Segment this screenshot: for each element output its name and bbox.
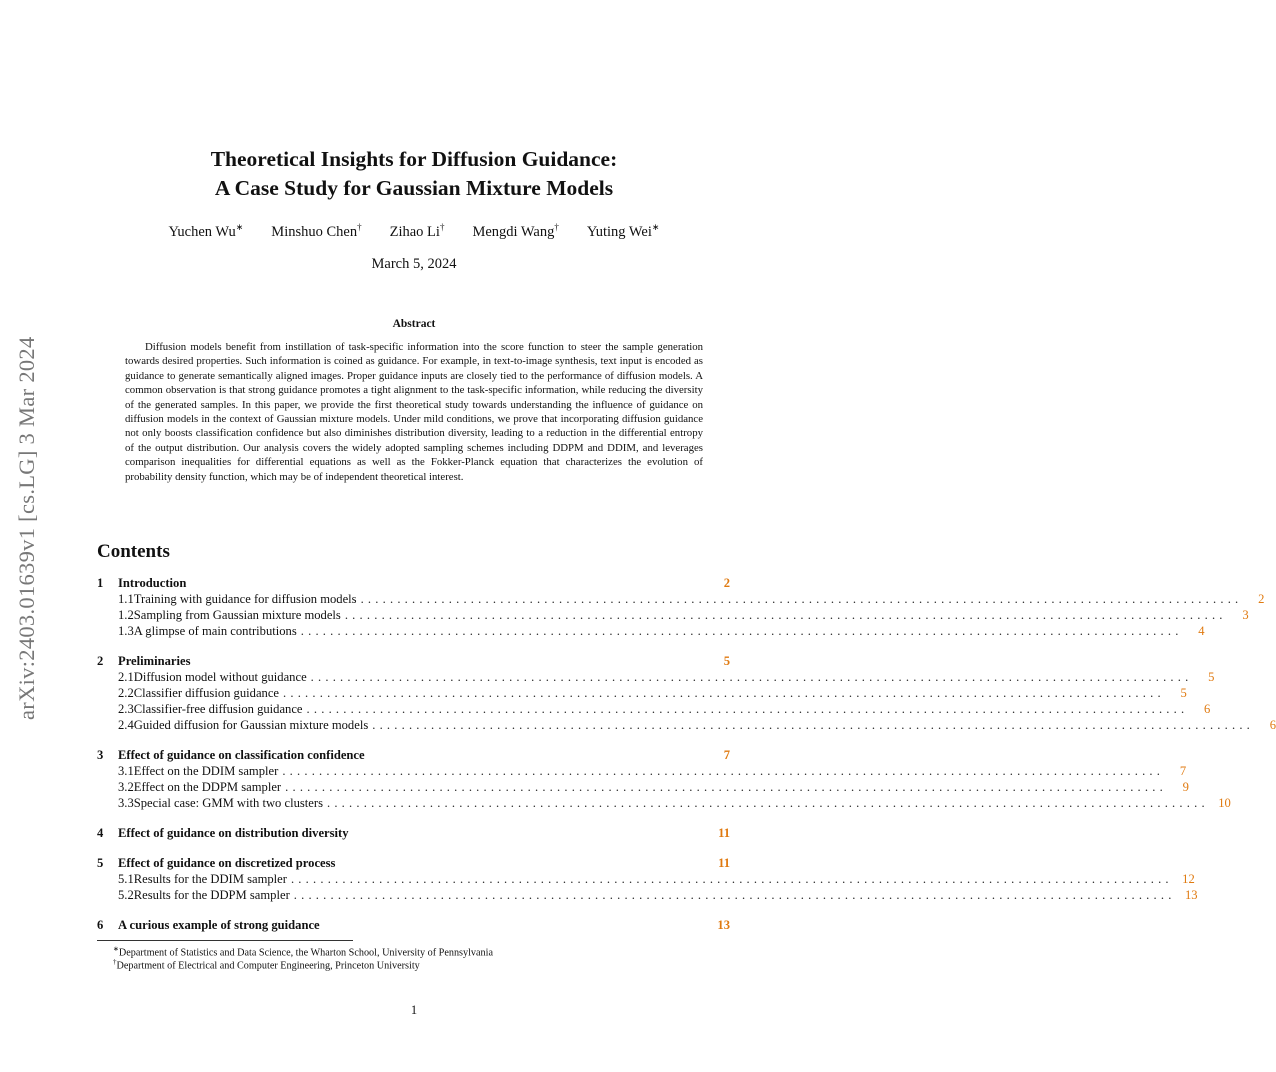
toc-entry-label: Results for the DDIM sampler (133, 872, 287, 886)
toc-page-link[interactable]: 4 (1198, 624, 1205, 638)
author: Mengdi Wang† (472, 222, 559, 240)
toc-leader-dots: ........................................................................................................................ (360, 592, 1243, 606)
toc-page-link[interactable]: 7 (723, 748, 730, 762)
toc-section-entry[interactable] (97, 918, 730, 934)
toc-page-link[interactable]: 5 (723, 654, 730, 668)
toc-section-entry[interactable] (97, 576, 730, 592)
toc-entry-label: Special case: GMM with two clusters (133, 796, 323, 810)
footnote: †Department of Electrical and Computer Engineering, Princeton University (113, 958, 420, 972)
author: Yuchen Wu∗ (168, 222, 244, 240)
toc-entry-number: 3.1 (118, 764, 134, 778)
toc-entry-number: 2.3 (118, 702, 134, 716)
footnote-rule (97, 940, 353, 941)
toc-leader-dots: ........................................................................................................................ (293, 888, 1176, 902)
page-number: 1 (410, 1003, 418, 1017)
toc-page-link[interactable]: 12 (1182, 872, 1195, 886)
toc-subsection-entry[interactable] (97, 872, 1195, 888)
toc-section-entry[interactable] (97, 654, 730, 670)
toc-leader-dots: ........................................................................................................................ (282, 764, 1165, 778)
toc-entry-number: 3.3 (118, 796, 134, 810)
toc-entry-number: 5.1 (118, 872, 134, 886)
toc-subsection-entry[interactable] (97, 888, 1198, 904)
toc-subsection-entry[interactable] (97, 624, 1205, 640)
toc-page-link[interactable]: 10 (1218, 796, 1231, 810)
toc-entry-number: 6 (97, 918, 104, 932)
toc-page-link[interactable]: 3 (1242, 608, 1249, 622)
toc-entry-number: 1.1 (118, 592, 134, 606)
toc-page-link[interactable]: 6 (1204, 702, 1211, 716)
toc-page-link[interactable]: 11 (718, 826, 730, 840)
toc-entry-number: 1 (97, 576, 104, 590)
toc-page-link[interactable]: 9 (1182, 780, 1189, 794)
toc-entry-label: Classifier diffusion guidance (133, 686, 280, 700)
toc-entry-number: 2.2 (118, 686, 134, 700)
toc-entry-label: Sampling from Gaussian mixture models (133, 608, 341, 622)
toc-entry-label: Introduction (118, 576, 187, 590)
author: Minshuo Chen† (271, 222, 362, 240)
toc-page-link[interactable]: 5 (1180, 686, 1187, 700)
author-list (0, 222, 828, 241)
toc-entry-label: Guided diffusion for Gaussian mixture models (133, 718, 369, 732)
toc-entry-label: Effect on the DDPM sampler (133, 780, 282, 794)
toc-subsection-entry[interactable] (97, 796, 1231, 812)
toc-entry-number: 2.1 (118, 670, 134, 684)
author: Zihao Li† (389, 222, 445, 240)
toc-subsection-entry[interactable] (97, 592, 1265, 608)
toc-page-link[interactable]: 5 (1208, 670, 1215, 684)
toc-entry-number: 1.3 (118, 624, 134, 638)
author: Yuting Wei∗ (586, 222, 660, 240)
toc-subsection-entry[interactable] (97, 780, 1189, 796)
contents-heading: Contents (97, 541, 170, 562)
toc-subsection-entry[interactable] (97, 764, 1187, 780)
toc-entry-label: Classifier-free diffusion guidance (133, 702, 303, 716)
title-line-2: A Case Study for Gaussian Mixture Models (214, 176, 614, 200)
toc-subsection-entry[interactable] (97, 702, 1211, 718)
toc-leader-dots: ........................................................................................................................ (290, 872, 1173, 886)
toc-entry-number: 3.2 (118, 780, 134, 794)
toc-leader-dots: ........................................................................................................................ (310, 670, 1193, 684)
toc-entry-number: 2.4 (118, 718, 134, 732)
toc-section-entry[interactable] (97, 856, 730, 872)
toc-subsection-entry[interactable] (97, 670, 1215, 686)
abstract-heading: Abstract (392, 318, 436, 330)
title-line-1: Theoretical Insights for Diffusion Guidance: (210, 147, 618, 171)
toc-entry-label: Effect of guidance on distribution diversity (118, 826, 349, 840)
toc-leader-dots: ........................................................................................................................ (300, 624, 1183, 638)
toc-subsection-entry[interactable] (97, 608, 1249, 624)
toc-leader-dots: ........................................................................................................................ (344, 608, 1227, 622)
toc-entry-label: Diffusion model without guidance (133, 670, 307, 684)
toc-entry-number: 4 (97, 826, 104, 840)
toc-page-link[interactable]: 13 (1184, 888, 1198, 902)
toc-page-link[interactable]: 7 (1179, 764, 1187, 778)
paper-date: March 5, 2024 (371, 256, 457, 272)
toc-entry-label: Preliminaries (118, 654, 191, 668)
toc-entry-label: Effect of guidance on discretized process (118, 856, 336, 870)
toc-page-link[interactable]: 2 (1258, 592, 1265, 606)
toc-leader-dots: ........................................................................................................................ (326, 796, 1209, 810)
toc-entry-label: Training with guidance for diffusion models (133, 592, 357, 606)
abstract-text: Diffusion models benefit from instillation of task-specific information into the score function to steer the sample generation towards desired properties. Such information is coined as guidance. For example, in text-to-image synthesis, text input is encoded as guidance to generate semantically aligned images. Proper guidance inputs are closely tied to the performance of diffusion models. A common observation is that strong guidance promotes a tight alignment to the task-specific information, while reducing the diversity of the generated samples. In this paper, we provide the first theoretical study towards understanding the influence of guidance on diffusion models in the context of Gaussian mixture models. Under mild conditions, we prove that incorporating diffusion guidance not only boosts classification confidence but also diminishes distribution diversity, leading to a reduction in the differential entropy of the output distribution. Our analysis covers the widely adopted sampling schemes including DDPM and DDIM, and leverages comparison inequalities for differential equations as well as the Fokker-Planck equation that characterizes the evolution of probability density function, which may be of independent theoretical interest. (125, 341, 703, 483)
toc-leader-dots: ........................................................................................................................ (372, 718, 1255, 732)
toc-entry-label: A curious example of strong guidance (118, 918, 320, 932)
toc-entry-number: 5.2 (118, 888, 134, 902)
toc-section-entry[interactable] (97, 826, 730, 842)
toc-leader-dots: ........................................................................................................................ (306, 702, 1189, 716)
toc-entry-number: 5 (97, 856, 104, 870)
toc-leader-dots: ........................................................................................................................ (285, 780, 1167, 794)
toc-entry-label: Results for the DDPM sampler (133, 888, 290, 902)
toc-page-link[interactable]: 13 (717, 918, 730, 932)
toc-entry-label: Effect on the DDIM sampler (133, 764, 279, 778)
toc-page-link[interactable]: 2 (723, 576, 730, 590)
toc-subsection-entry[interactable] (97, 718, 1276, 734)
toc-leader-dots: ........................................................................................................................ (283, 686, 1165, 700)
toc-page-link[interactable]: 6 (1269, 718, 1276, 732)
arxiv-side-label: arXiv:2403.01639v1 [cs.LG] 3 Mar 2024 (14, 336, 39, 720)
toc-section-entry[interactable] (97, 748, 730, 764)
toc-entry-number: 2 (97, 654, 104, 668)
toc-entry-label: A glimpse of main contributions (133, 624, 297, 638)
toc-page-link[interactable]: 11 (718, 856, 730, 870)
toc-subsection-entry[interactable] (97, 686, 1187, 702)
toc-entry-number: 1.2 (118, 608, 134, 622)
toc-entry-label: Effect of guidance on classification confidence (118, 748, 365, 762)
footnote: ∗Department of Statistics and Data Science, the Wharton School, University of Pennsylvania (113, 945, 493, 959)
toc-entry-number: 3 (97, 748, 104, 762)
